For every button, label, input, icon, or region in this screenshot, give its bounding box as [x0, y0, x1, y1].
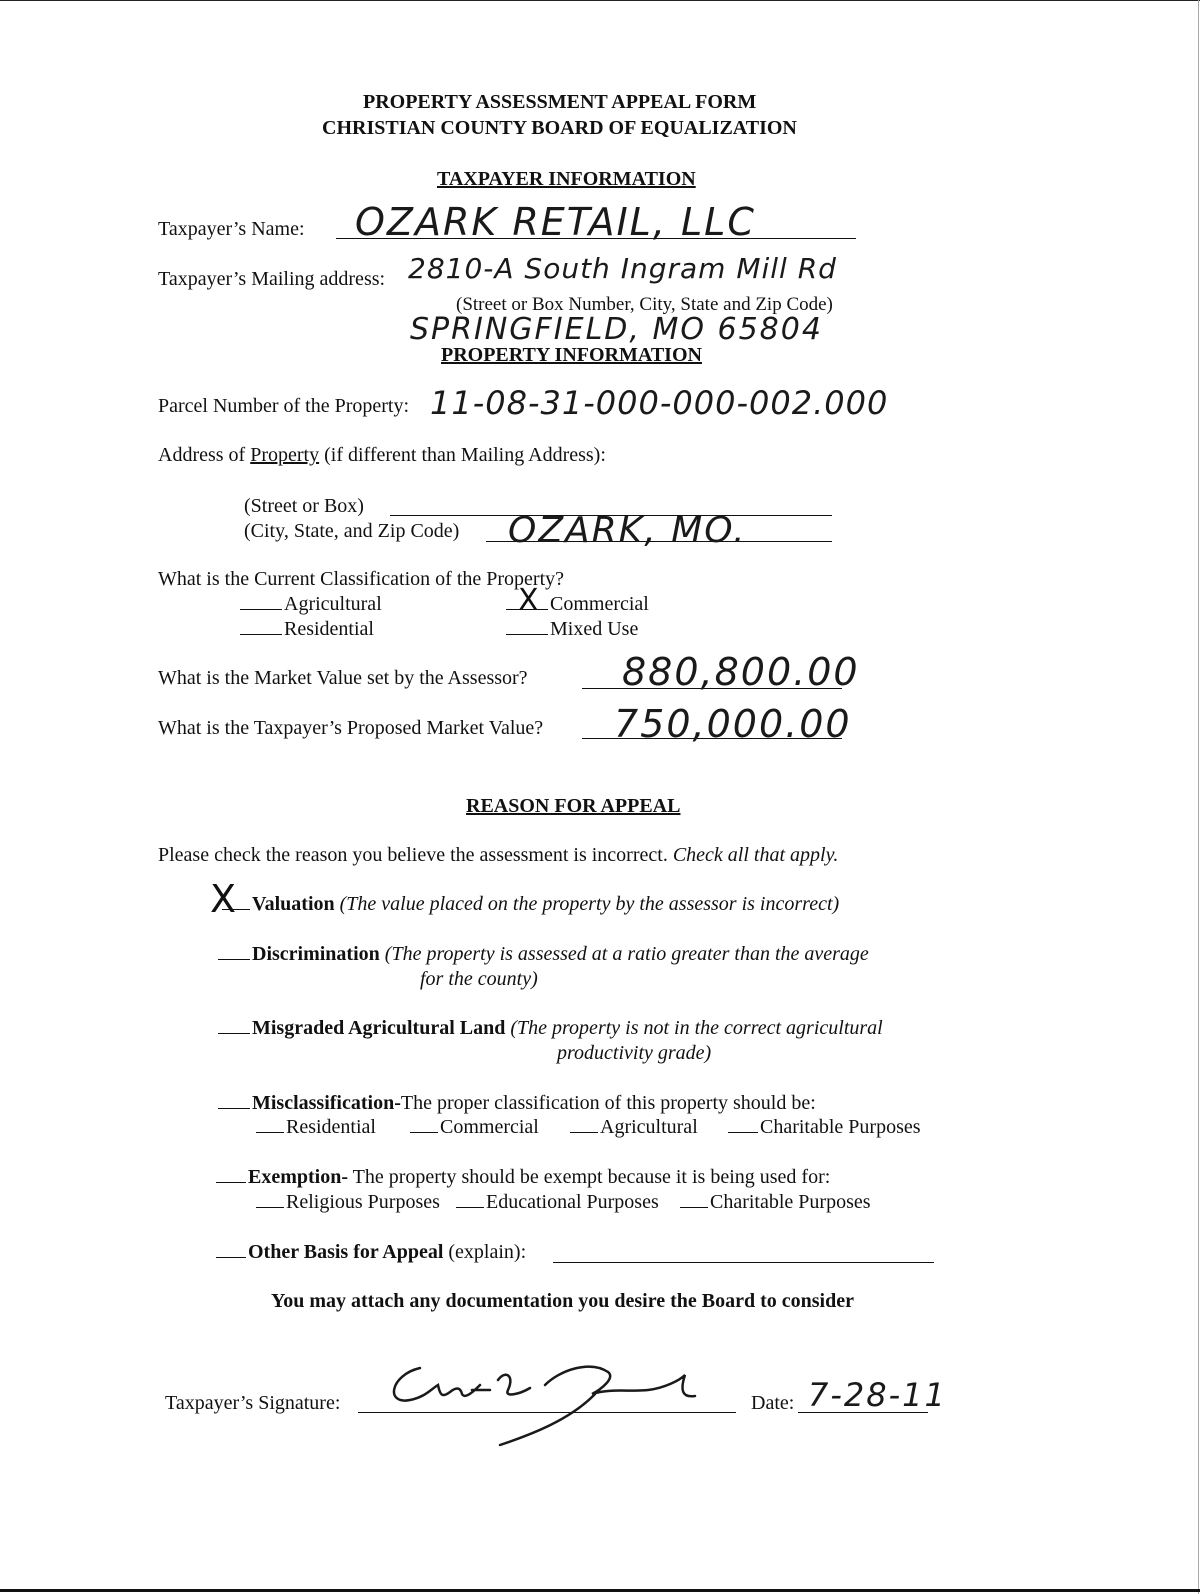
other-basis-explain-field[interactable]: [553, 1262, 934, 1263]
misclass-agricultural[interactable]: Agricultural: [570, 1116, 698, 1139]
date-label: Date:: [751, 1392, 795, 1414]
classification-residential[interactable]: Residential: [240, 618, 374, 641]
valuation-checkmark: X: [210, 877, 237, 921]
property-heading: PROPERTY INFORMATION: [441, 344, 702, 366]
taxpayer-name-field[interactable]: OZARK RETAIL, LLC: [355, 200, 756, 244]
reason-misgraded-land[interactable]: Misgraded Agricultural Land (The property is not in the correct agricultural: [218, 1017, 883, 1040]
signature-label: Taxpayer’s Signature:: [165, 1392, 341, 1414]
handwritten-signature: [380, 1350, 720, 1450]
exemption-religious[interactable]: Religious Purposes: [256, 1191, 440, 1214]
exemption-educational[interactable]: Educational Purposes: [456, 1191, 659, 1214]
parcel-number-field[interactable]: 11-08-31-000-000-002.000: [430, 384, 889, 422]
mailing-address-line1-field[interactable]: 2810-A South Ingram Mill Rd: [408, 252, 837, 285]
reason-heading: REASON FOR APPEAL: [466, 795, 681, 817]
reason-exemption[interactable]: Exemption- The property should be exempt because it is being used for:: [216, 1166, 830, 1189]
classification-mixed-use[interactable]: Mixed Use: [506, 618, 638, 641]
mailing-address-hint: (Street or Box Number, City, State and Zip Code): [456, 294, 833, 315]
attach-documentation-note: You may attach any documentation you desire the Board to consider: [271, 1290, 854, 1312]
property-address-label: Address of Property (if different than Mailing Address):: [158, 444, 606, 466]
city-state-zip-label: (City, State, and Zip Code): [244, 520, 460, 542]
mailing-address-label: Taxpayer’s Mailing address:: [158, 268, 386, 290]
taxpayer-heading: TAXPAYER INFORMATION: [437, 168, 696, 190]
proposed-value-label: What is the Taxpayer’s Proposed Market Value?: [158, 717, 544, 739]
classification-commercial[interactable]: Commercial: [506, 593, 649, 616]
mailing-address-line2-field[interactable]: SPRINGFIELD, MO 65804: [410, 312, 823, 347]
scan-top-edge: [0, 0, 1200, 1]
classification-agricultural[interactable]: Agricultural: [240, 593, 382, 616]
classification-commercial-checkmark: X: [518, 583, 539, 618]
proposed-value-field[interactable]: 750,000.00: [614, 702, 852, 746]
market-value-label: What is the Market Value set by the Assessor?: [158, 667, 528, 689]
market-value-field[interactable]: 880,800.00: [622, 650, 860, 694]
reason-misclassification[interactable]: Misclassification-The proper classification of this property should be:: [218, 1092, 816, 1115]
reason-other-basis[interactable]: Other Basis for Appeal (explain):: [216, 1241, 526, 1264]
misclass-residential[interactable]: Residential: [256, 1116, 376, 1139]
misclass-charitable[interactable]: Charitable Purposes: [728, 1116, 921, 1139]
taxpayer-name-label: Taxpayer’s Name:: [158, 218, 305, 240]
form-title: PROPERTY ASSESSMENT APPEAL FORM: [363, 91, 757, 113]
scan-right-edge: [1198, 0, 1199, 1594]
discrimination-desc-cont: for the county): [420, 968, 538, 990]
reason-intro: Please check the reason you believe the assessment is incorrect. Check all that apply.: [158, 844, 839, 866]
city-state-zip-field[interactable]: OZARK, MO.: [508, 510, 747, 551]
classification-question: What is the Current Classification of the Property?: [158, 568, 565, 590]
parcel-number-label: Parcel Number of the Property:: [158, 395, 410, 417]
misclass-commercial[interactable]: Commercial: [410, 1116, 539, 1139]
exemption-charitable[interactable]: Charitable Purposes: [680, 1191, 871, 1214]
reason-discrimination[interactable]: Discrimination (The property is assessed at a ratio greater than the average: [218, 943, 869, 966]
date-field[interactable]: 7-28-11: [808, 1376, 947, 1414]
misgraded-desc-cont: productivity grade): [557, 1042, 712, 1064]
street-box-label: (Street or Box): [244, 495, 364, 517]
scan-bottom-edge: [0, 1589, 1200, 1592]
form-subtitle: CHRISTIAN COUNTY BOARD OF EQUALIZATION: [322, 117, 797, 139]
reason-valuation[interactable]: Valuation (The value placed on the property by the assessor is incorrect): [222, 893, 839, 916]
